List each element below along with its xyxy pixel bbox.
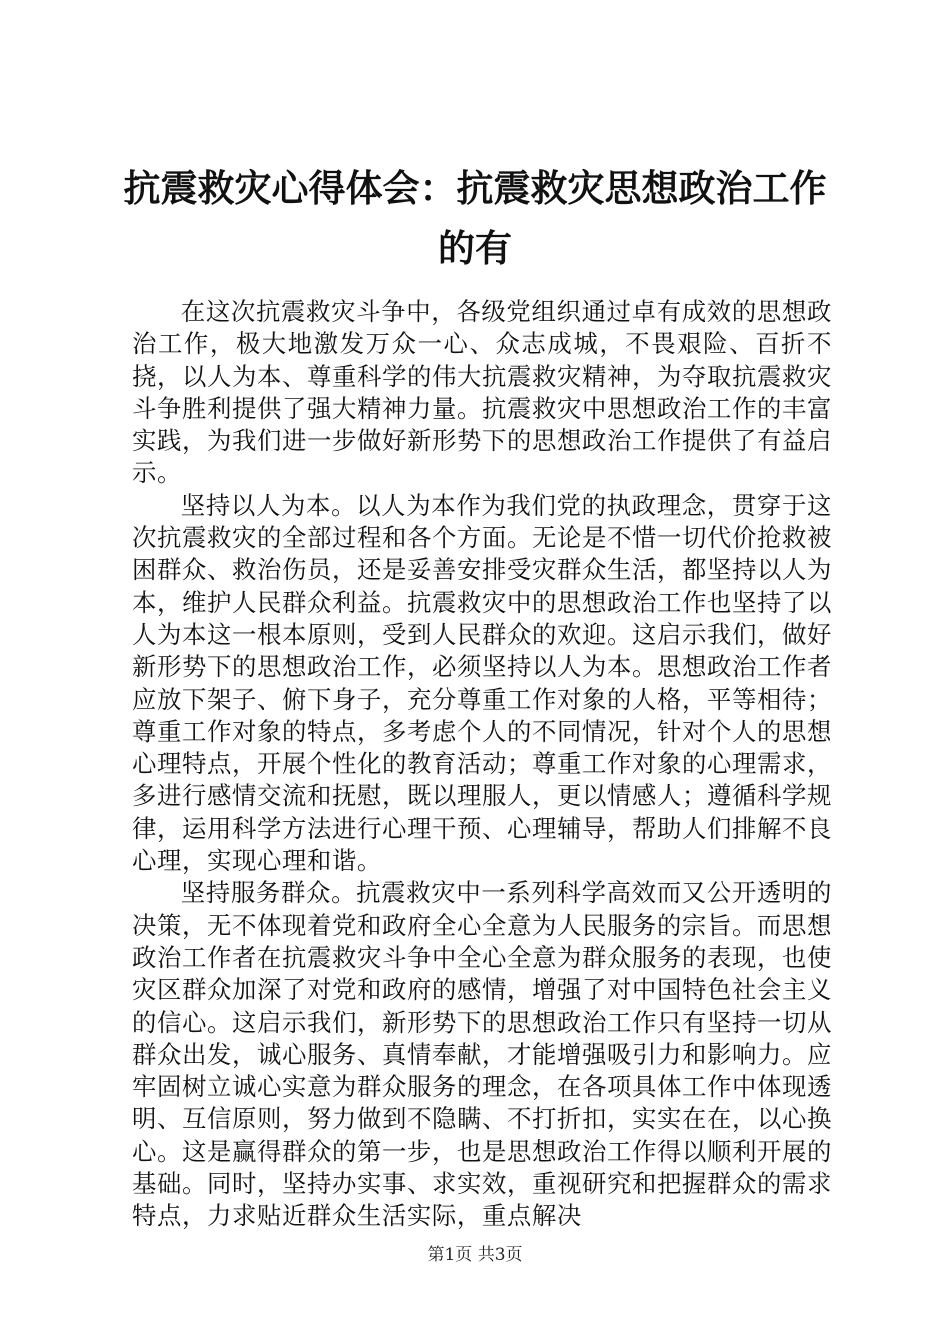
document-body xyxy=(132,296,832,1233)
paragraph-people-oriented: 坚持以人为本。以人为本作为我们党的执政理念，贯穿于这次抗震救灾的全部过程和各个方面。无论是不惜一切代价抢救被困群众、救治伤员，还是妥善安排受灾群众生活，都坚持以人为本，维护人民群众利益。抗震救灾中的思想政治工作也坚持了以人为本这一根本原则，受到人民群众的欢迎。这启示我们，做好新形势下的思想政治工作，必须坚持以人为本。思想政治工作者应放下架子、俯下身子，充分尊重工作对象的人格，平等相待；尊重工作对象的特点，多考虑个人的不同情况，针对个人的思想心理特点，开展个性化的教育活动；尊重工作对象的心理需求，多进行感情交流和抚慰，既以理服人，更以情感人；遵循科学规律，运用科学方法进行心理干预、心理辅导，帮助人们排解不良心理，实现心理和谐。 xyxy=(132,490,832,876)
document-title: 抗震救灾心得体会：抗震救灾思想政治工作的有 xyxy=(123,166,827,270)
paragraph-serve-masses: 坚持服务群众。抗震救灾中一系列科学高效而又公开透明的决策，无不体现着党和政府全心全意为人民服务的宗旨。而思想政治工作者在抗震救灾斗争中全心全意为群众服务的表现，也使灾区群众加深了对党和政府的感情，增强了对中国特色社会主义的信心。这启示我们，新形势下的思想政治工作只有坚持一切从群众出发，诚心服务、真情奉献，才能增强吸引力和影响力。应牢固树立诚心实意为群众服务的理念，在各项具体工作中体现透明、互信原则，努力做到不隐瞒、不打折扣，实实在在，以心换心。这是赢得群众的第一步，也是思想政治工作得以顺利开展的基础。同时，坚持办实事、求实效，重视研究和把握群众的需求特点，力求贴近群众生活实际，重点解决 xyxy=(132,878,832,1231)
page-number-footer: 第1页 共3页 xyxy=(427,1245,523,1265)
paragraph-intro: 在这次抗震救灾斗争中，各级党组织通过卓有成效的思想政治工作，极大地激发万众一心、众志成城，不畏艰险、百折不挠，以人为本、尊重科学的伟大抗震救灾精神，为夺取抗震救灾斗争胜利提供了强大精神力量。抗震救灾中思想政治工作的丰富实践，为我们进一步做好新形势下的思想政治工作提供了有益启示。 xyxy=(132,297,832,488)
